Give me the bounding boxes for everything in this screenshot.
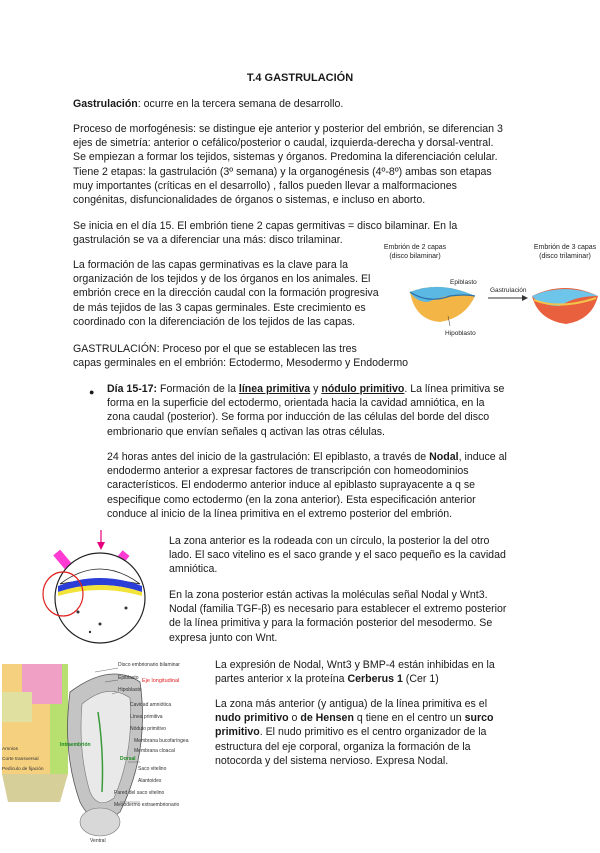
definition-paragraph: Gastrulación: ocurre en la tercera semana de desarrollo. (73, 98, 344, 110)
embryo-layers-diagram (370, 240, 600, 340)
label-trilaminar: (disco trilaminar) (539, 253, 591, 260)
morphogenesis-paragraph: Proceso de morfogénesis: se distingue eje anterior y posterior del embrión, se diferencian 3 ejes de simetría: anterior o cefálico/posterior o caudal, izquierda-derecha y dorsal-ventral. Se empiezan a formar los tejidos, sistemas y órganos. Predomina la diferenciación celular. Tiene 2 etapas: la gastrulación (3º semana) y la organogénesis (4º-8º) ambas son etapas muy importantes (críticas en el desarrollo) , fallos pueden llevar a malformaciones congénitas, disfuncionalidades de órganos o sistemas, e incluso en aborto. (73, 123, 503, 207)
label-dorsal: Dorsal (120, 756, 136, 762)
primitive-streak-figure (0, 652, 210, 848)
trilaminar-disc (532, 288, 598, 324)
embryo-section-diagram (38, 528, 166, 646)
anterior-zone-paragraph: La zona anterior es la rodeada con un círculo, la posterior la del otro lado. El saco vitelino es el saco grande y el saco pequeño es la cavidad amniótica. (169, 535, 506, 576)
label-extraembryonic-mesoderm: Mesodermo extraembrionario (114, 802, 180, 808)
label-yolk-sac-wall: Pared del saco vitelino (114, 790, 165, 796)
day15-17-bullet: Día 15-17: Formación de la línea primitiva y nódulo primitivo. La línea primitiva se forma en la superficie del ectodermo, orientada hacia la cavidad amniótica, en la zona caudal (posterior). Se forma por inducción de las células del borde del disco embrionario que envían señales q activan las otras células. (107, 383, 505, 438)
label-bilaminar-disc: Disco embrionario bilaminar (118, 662, 180, 668)
label-intraembryo: Intraembrión (60, 742, 91, 748)
gastrulation-definition: GASTRULACIÓN: Proceso por el que se establecen las tres capas germinales en el embrión: Ectodermo, Mesodermo y Endodermo (73, 343, 409, 370)
label-epiblast: Epiblasto (450, 279, 477, 286)
nodal-paragraph: 24 horas antes del inicio de la gastrulación: El epiblasto, a través de Nodal, induce al endodermo anterior a expresar factores de transcripción con homeodominios característicos. El endodermo anterior induce al epiblasto suprayacente a q se especifique como ectodermo (en la zona anterior). Esta especificación anterior conduce al inicio de la línea primitiva en el extremo posterior del embrión. (107, 451, 507, 520)
primitive-streak-diagram (0, 652, 210, 848)
label-amniotic-cavity: Cavidad amniótica (130, 702, 172, 708)
label-cross-section: Corte transversal (2, 757, 39, 762)
label-longitudinal-axis: Eje longitudinal (142, 678, 180, 684)
label-primitive-streak: Línea primitiva (130, 714, 163, 720)
label-connecting-stalk: Pedículo de fijación (2, 767, 44, 772)
bilaminar-trilaminar-figure (370, 240, 600, 340)
germ-layers-paragraph: La formación de las capas germinativas es la clave para la organización de los tejidos y de los órganos en los animales. El embrión crece en la dirección caudal con la formación progresiva de más tejidos de las 3 capas germinales. Este crecimiento es coordinado con la diferenciación de los tejidos de las capas. (73, 259, 379, 328)
label-allantois: Alantoides (138, 778, 162, 784)
hensen-node-paragraph: La zona más anterior (y antigua) de la línea primitiva es el nudo primitivo o de Hensen q tiene en el centro un surco primitivo. El nudo primitivo es el centro organizador de la estructura del eje corporal, organiza la formación de la notocorda y del sistema nervioso. Expresa Nodal. (215, 698, 494, 767)
day15-paragraph: Se inicia en el día 15. El embrión tiene 2 capas germitivas = disco bilaminar. En la gastrulación se va a diferenciar una más: disco trilaminar. (73, 220, 458, 247)
label-amnion: Amnios (2, 747, 18, 752)
label-gastrulation-arrow: Gastrulación (490, 287, 527, 294)
label-yolk-sac: Saco vitelino (138, 766, 167, 772)
posterior-zone-paragraph: En la zona posterior están activas la moléculas señal Nodal y Wnt3. Nodal (familia TGF-β) es necesario para establecer el extremo posterior de la línea primitiva y para la formación posterior del mesodermo. Se expresa junto con Wnt. (169, 589, 507, 644)
label-primitive-node: Nódulo primitivo (130, 726, 166, 732)
label-cloacal: Membrana cloacal (134, 748, 175, 754)
label-buccopharyngeal: Membrana bucofaríngea (134, 738, 189, 744)
arrow-head-icon (522, 295, 528, 301)
label-3-layers: Embrión de 3 capas (533, 244, 597, 251)
gastrulation-term: Gastrulación (73, 98, 138, 110)
label-hypoblast-3: Hipoblasto (118, 687, 142, 693)
label-ventral: Ventral (90, 838, 106, 844)
label-epiblast-3: Epiblasto (118, 675, 139, 681)
page-title: T.4 GASTRULACIÓN (246, 72, 354, 84)
embryo-circle-figure (38, 528, 166, 646)
label-hypoblast: Hipoblasto (445, 330, 476, 337)
bilaminar-disc (410, 287, 475, 322)
cerberus-paragraph: La expresión de Nodal, Wnt3 y BMP-4 están inhibidas en la partes anterior x la proteína Cerberus 1 (Cer 1) (215, 659, 495, 686)
label-2-layers: Embrión de 2 capas (383, 244, 447, 251)
bullet-marker: ● (89, 387, 95, 397)
label-bilaminar: (disco bilaminar) (389, 253, 441, 260)
